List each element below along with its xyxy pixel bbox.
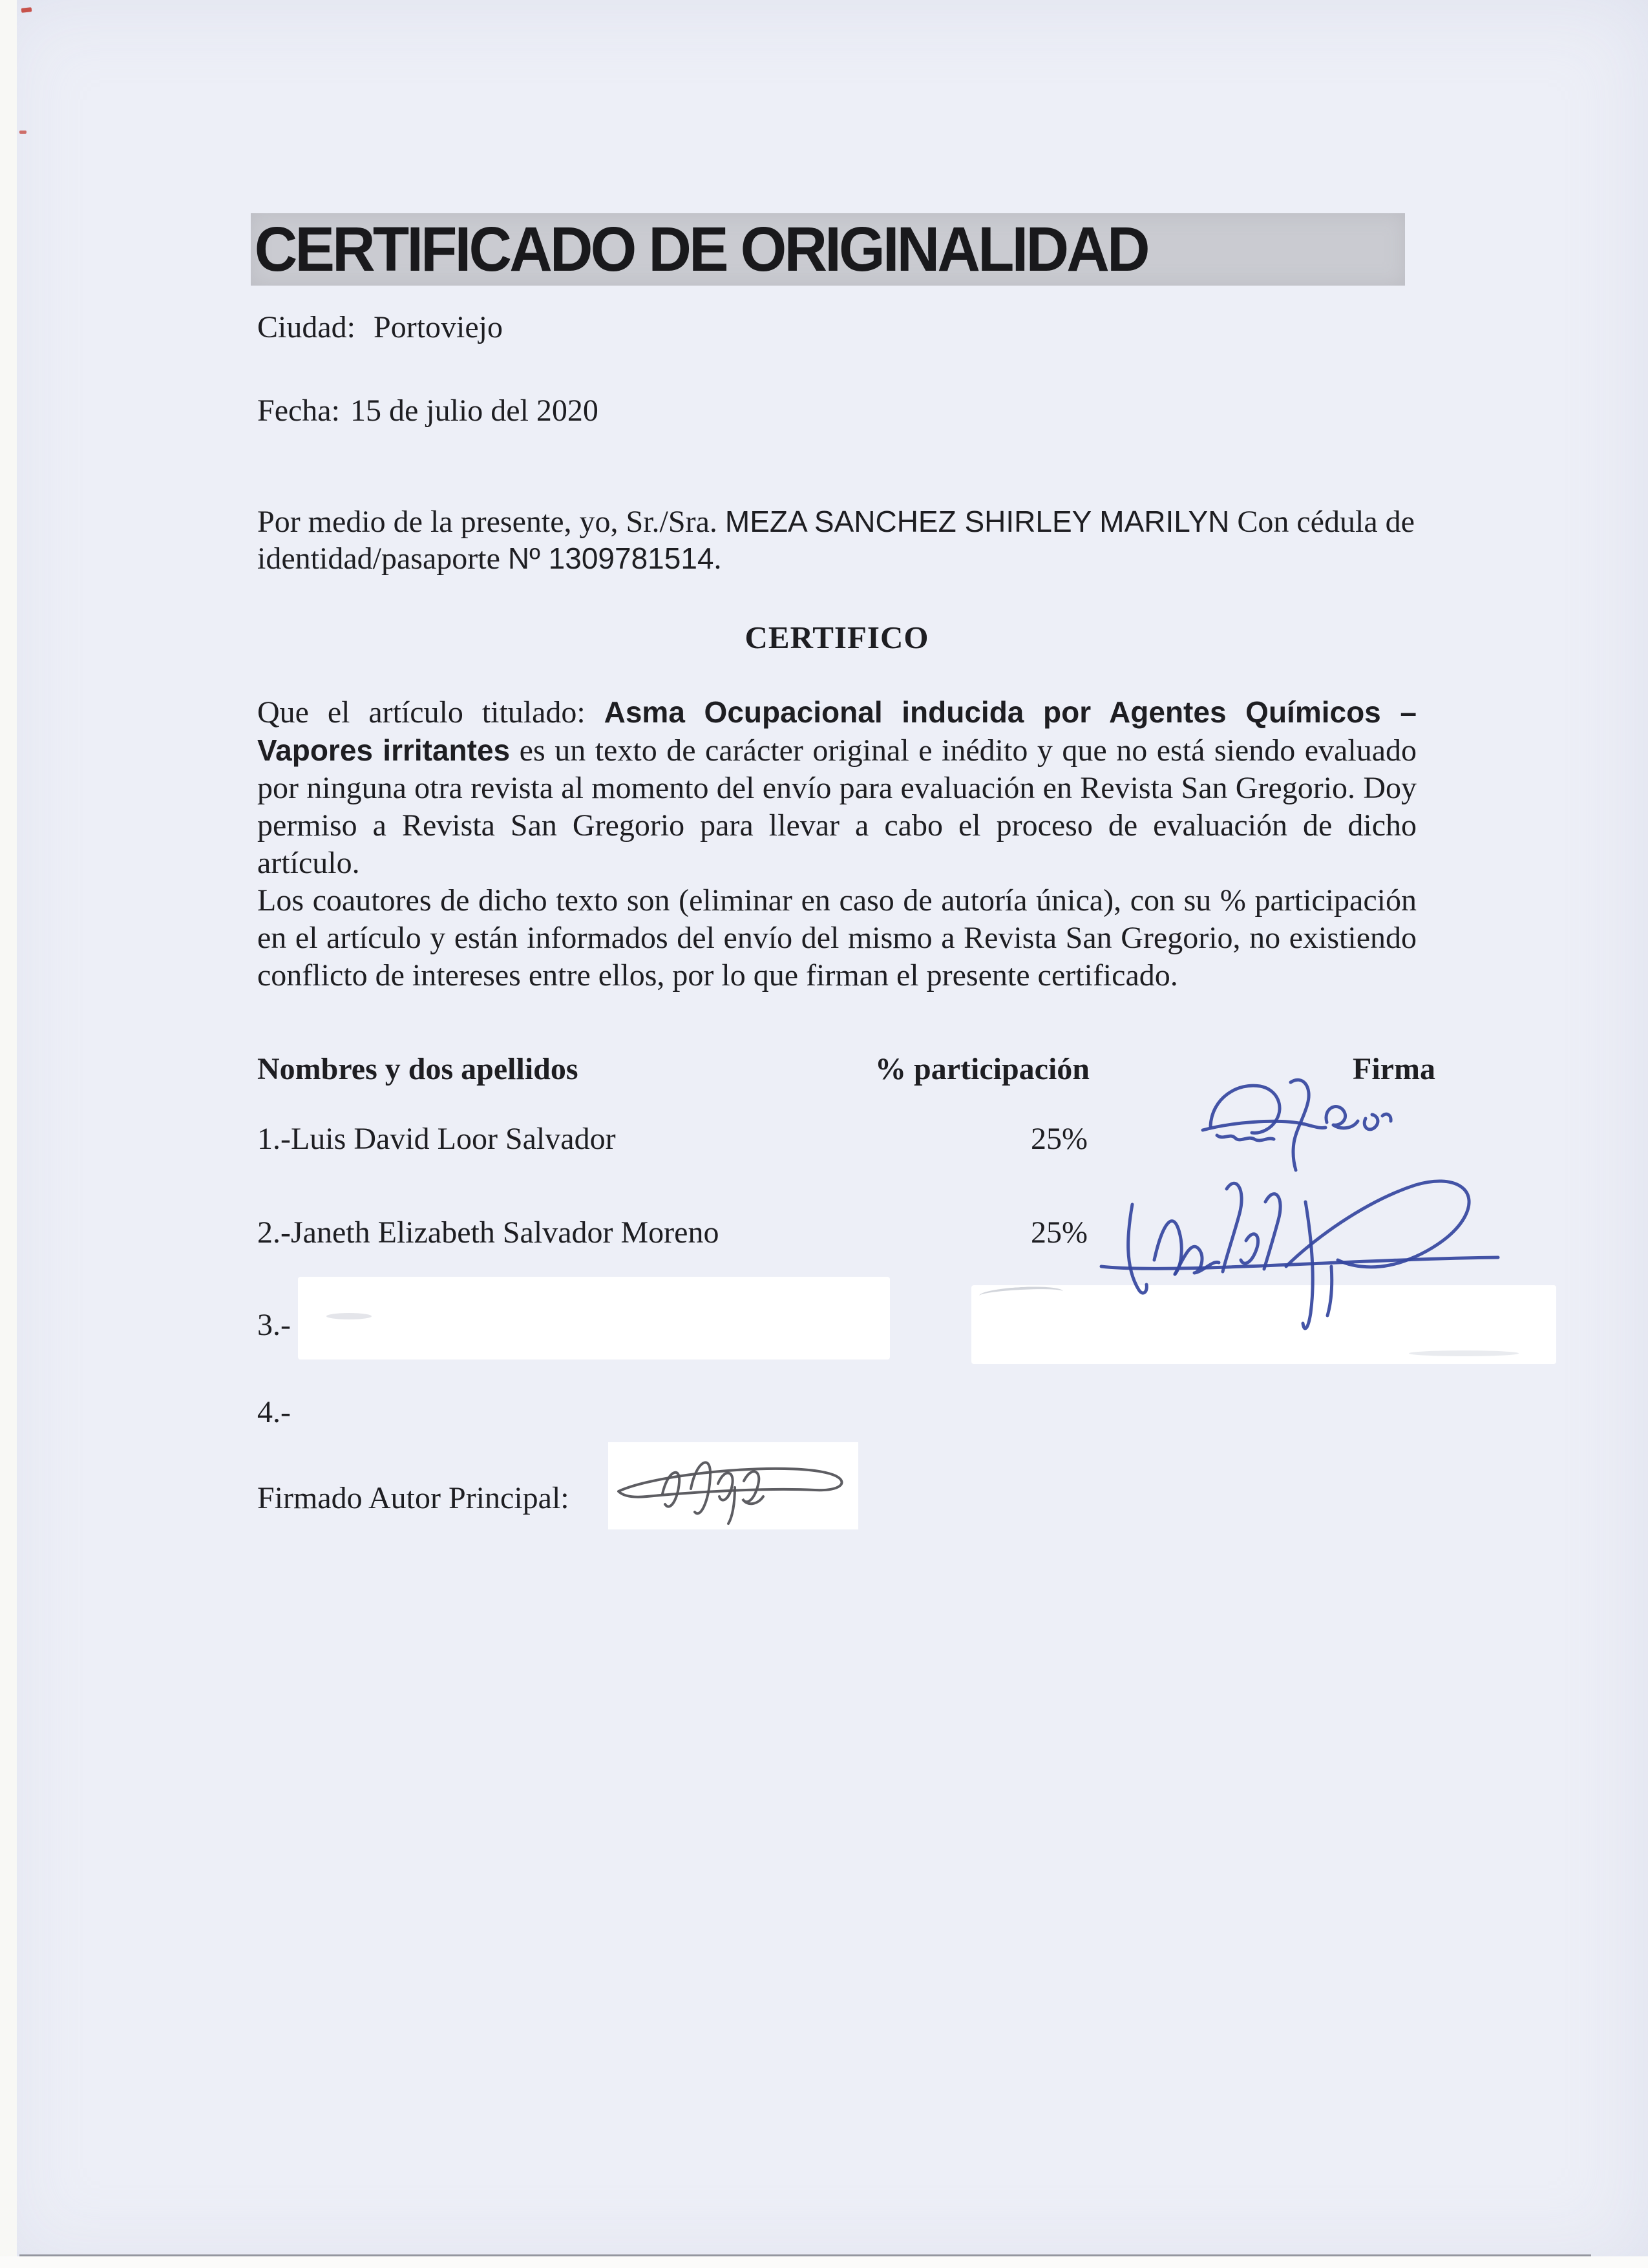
principal-author-signature-box: [608, 1442, 858, 1529]
intro-text: Con cédula de identidad/pasaporte: [257, 505, 1415, 576]
article-title: Asma Ocupacional inducida por Agentes Químicos – Vapores irritantes: [257, 695, 1417, 767]
title-highlight-bar: [251, 213, 1405, 286]
date-value: 15 de julio del 2020: [350, 394, 598, 428]
body-block: [257, 693, 1417, 994]
table-row-2-name: 2.-Janeth Elizabeth Salvador Moreno: [257, 1215, 719, 1250]
scan-smudge: [326, 1313, 372, 1319]
signature-luis-loor-ink: [1199, 1076, 1399, 1176]
table-row-1-participation: 25%: [1031, 1122, 1088, 1156]
scan-left-edge-strip: [0, 0, 17, 2268]
whiteout-redaction-left: [298, 1277, 890, 1360]
scan-bottom-margin: [0, 2256, 1648, 2268]
table-header-names: Nombres y dos apellidos: [257, 1052, 578, 1086]
author-name: MEZA SANCHEZ SHIRLEY MARILYN: [724, 505, 1230, 538]
certify-heading: CERTIFICO: [745, 620, 929, 655]
date-label: Fecha:: [257, 394, 340, 428]
table-row-3-name: 3.-: [257, 1308, 291, 1342]
table-row-2-participation: 25%: [1031, 1215, 1088, 1250]
red-ink-speck: [21, 7, 32, 13]
red-ink-speck: [19, 131, 26, 134]
body-text: es un texto de carácter original e inédito y que no está siendo evaluado por ninguna otra revista al momento del envío para evaluación en Revista San Gregorio. Doy permiso a Revista San Gregorio para llevar a cabo el proceso de evaluación de dicho artículo.: [257, 733, 1417, 880]
table-header-signature: Firma: [1353, 1052, 1435, 1086]
page-title: CERTIFICADO DE ORIGINALIDAD: [254, 214, 1148, 284]
table-row-1-name: 1.-Luis David Loor Salvador: [257, 1122, 616, 1156]
table-header-participation: % participación: [875, 1052, 1090, 1086]
signed-by-label: Firmado Autor Principal:: [257, 1481, 569, 1515]
intro-paragraph: [257, 503, 1417, 577]
table-row-4-name: 4.-: [257, 1395, 291, 1429]
city-line: [257, 309, 503, 346]
id-number: Nº 1309781514: [507, 541, 714, 575]
article-paragraph: [257, 693, 1417, 882]
body-text: Que el artículo titulado:: [257, 695, 604, 730]
intro-text: Por medio de la presente, yo, Sr./Sra.: [257, 505, 725, 539]
signature-janeth-salvador-ink: [1092, 1163, 1506, 1357]
date-line: [257, 392, 598, 429]
city-label: Ciudad:: [257, 310, 355, 344]
intro-text: .: [713, 541, 722, 576]
coauthors-paragraph: Los coautores de dicho texto son (eliminar en caso de autoría única), con su % participación en el artículo y están informados del envío del mismo a Revista San Gregorio, no existiendo conflicto de intereses entre ellos, por lo que firman el presente certificado.: [257, 883, 1417, 992]
signature-shirley-meza-ink: [608, 1442, 858, 1529]
city-value: Portoviejo: [374, 310, 503, 344]
